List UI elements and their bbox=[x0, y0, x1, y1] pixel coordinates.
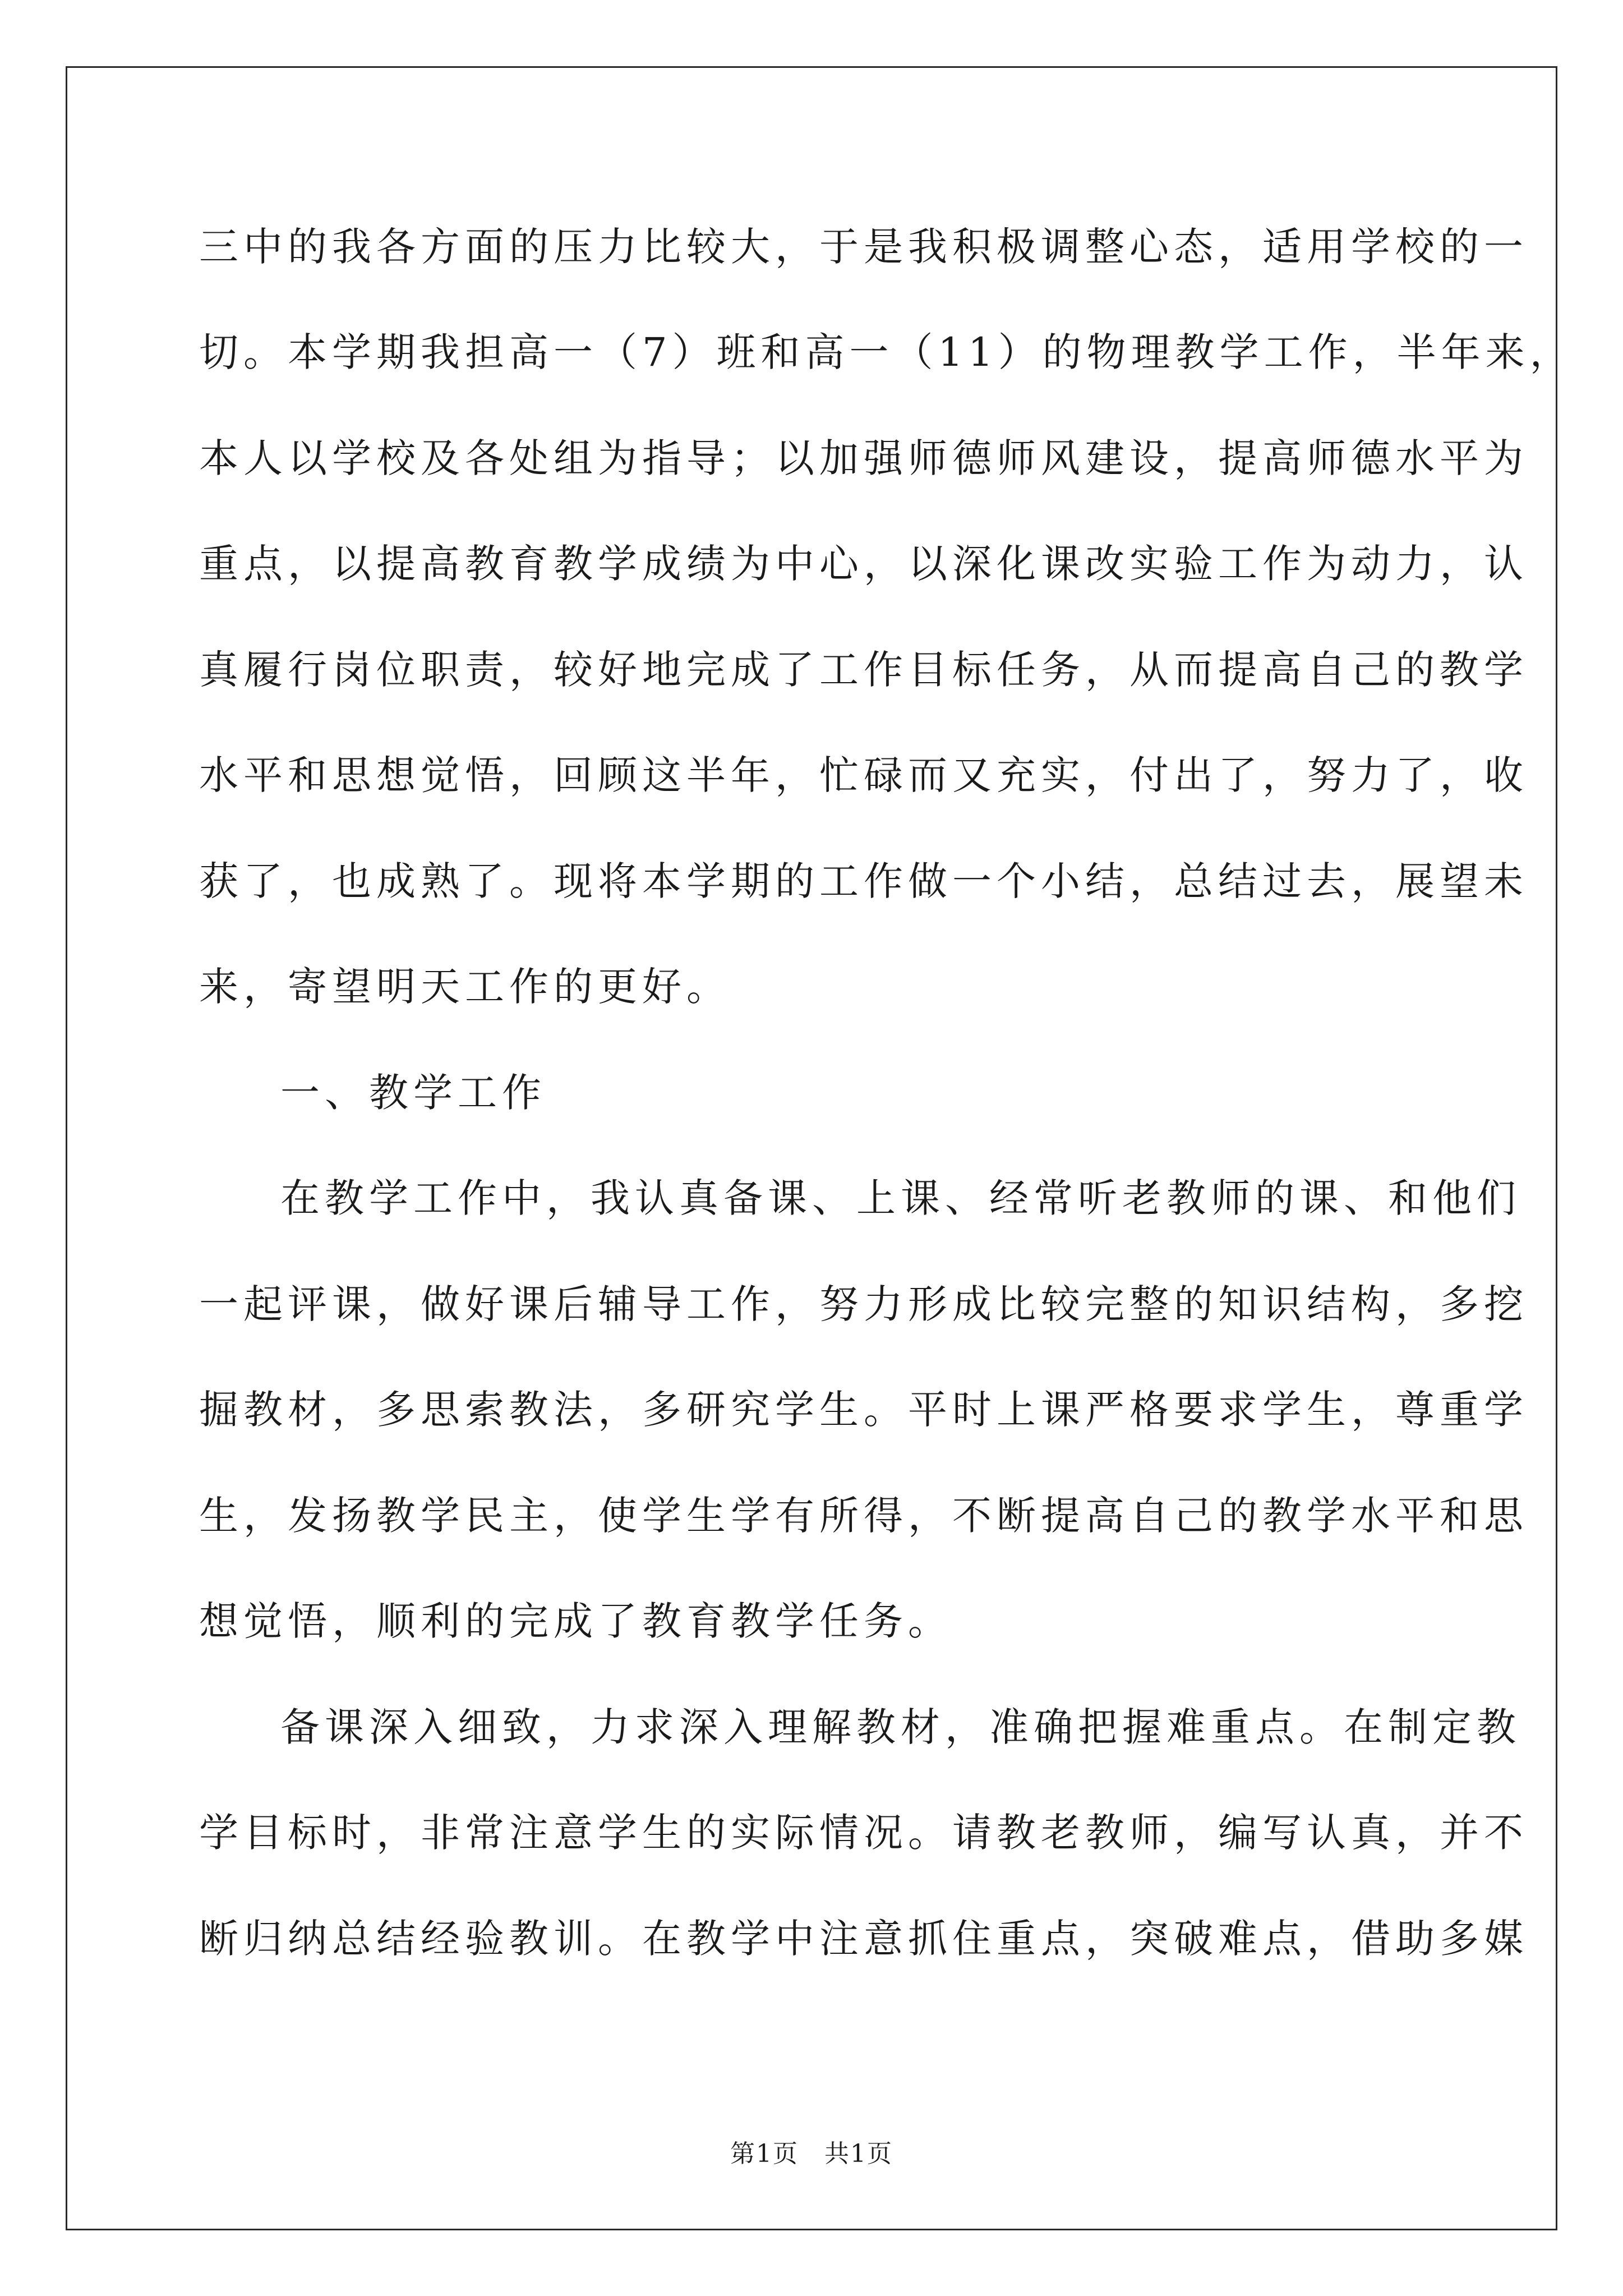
text-line: 一起评课，做好课后辅导工作，努力形成比较完整的知识结构，多挖 bbox=[199, 1281, 1528, 1327]
text-line: 学目标时，非常注意学生的实际情况。请教老教师，编写认真，并不 bbox=[199, 1810, 1528, 1856]
text-line: 在教学工作中，我认真备课、上课、经常听老教师的课、和他们 bbox=[280, 1175, 1521, 1221]
page-border bbox=[66, 66, 1557, 2230]
text-line: 水平和思想觉悟，回顾这半年，忙碌而又充实，付出了，努力了，收 bbox=[199, 752, 1528, 798]
text-line: 想觉悟，顺利的完成了教育教学任务。 bbox=[199, 1598, 952, 1644]
text-line: 三中的我各方面的压力比较大，于是我积极调整心态，适用学校的一 bbox=[199, 224, 1528, 270]
text-line: 获了，也成熟了。现将本学期的工作做一个小结，总结过去，展望未 bbox=[199, 858, 1528, 904]
text-line: 切。本学期我担高一（7）班和高一（11）的物理教学工作，半年来， bbox=[199, 329, 1574, 375]
text-line: 掘教材，多思索教法，多研究学生。平时上课严格要求学生，尊重学 bbox=[199, 1387, 1528, 1433]
text-line: 重点，以提高教育教学成绩为中心，以深化课改实验工作为动力，认 bbox=[199, 541, 1528, 587]
text-line: 真履行岗位职责，较好地完成了工作目标任务，从而提高自己的教学 bbox=[199, 647, 1528, 693]
text-line: 来，寄望明天工作的更好。 bbox=[199, 964, 731, 1010]
section-heading: 一、教学工作 bbox=[280, 1070, 546, 1116]
text-line: 本人以学校及各处组为指导；以加强师德师风建设，提高师德水平为 bbox=[199, 435, 1528, 481]
text-line: 断归纳总结经验教训。在教学中注意抓住重点，突破难点，借助多媒 bbox=[199, 1916, 1528, 1962]
text-line: 备课深入细致，力求深入理解教材，准确把握难重点。在制定教 bbox=[280, 1704, 1521, 1750]
page-footer: 第1页 共1页 bbox=[730, 2139, 893, 2168]
text-line: 生，发扬教学民主，使学生学有所得，不断提高自己的教学水平和思 bbox=[199, 1493, 1528, 1539]
